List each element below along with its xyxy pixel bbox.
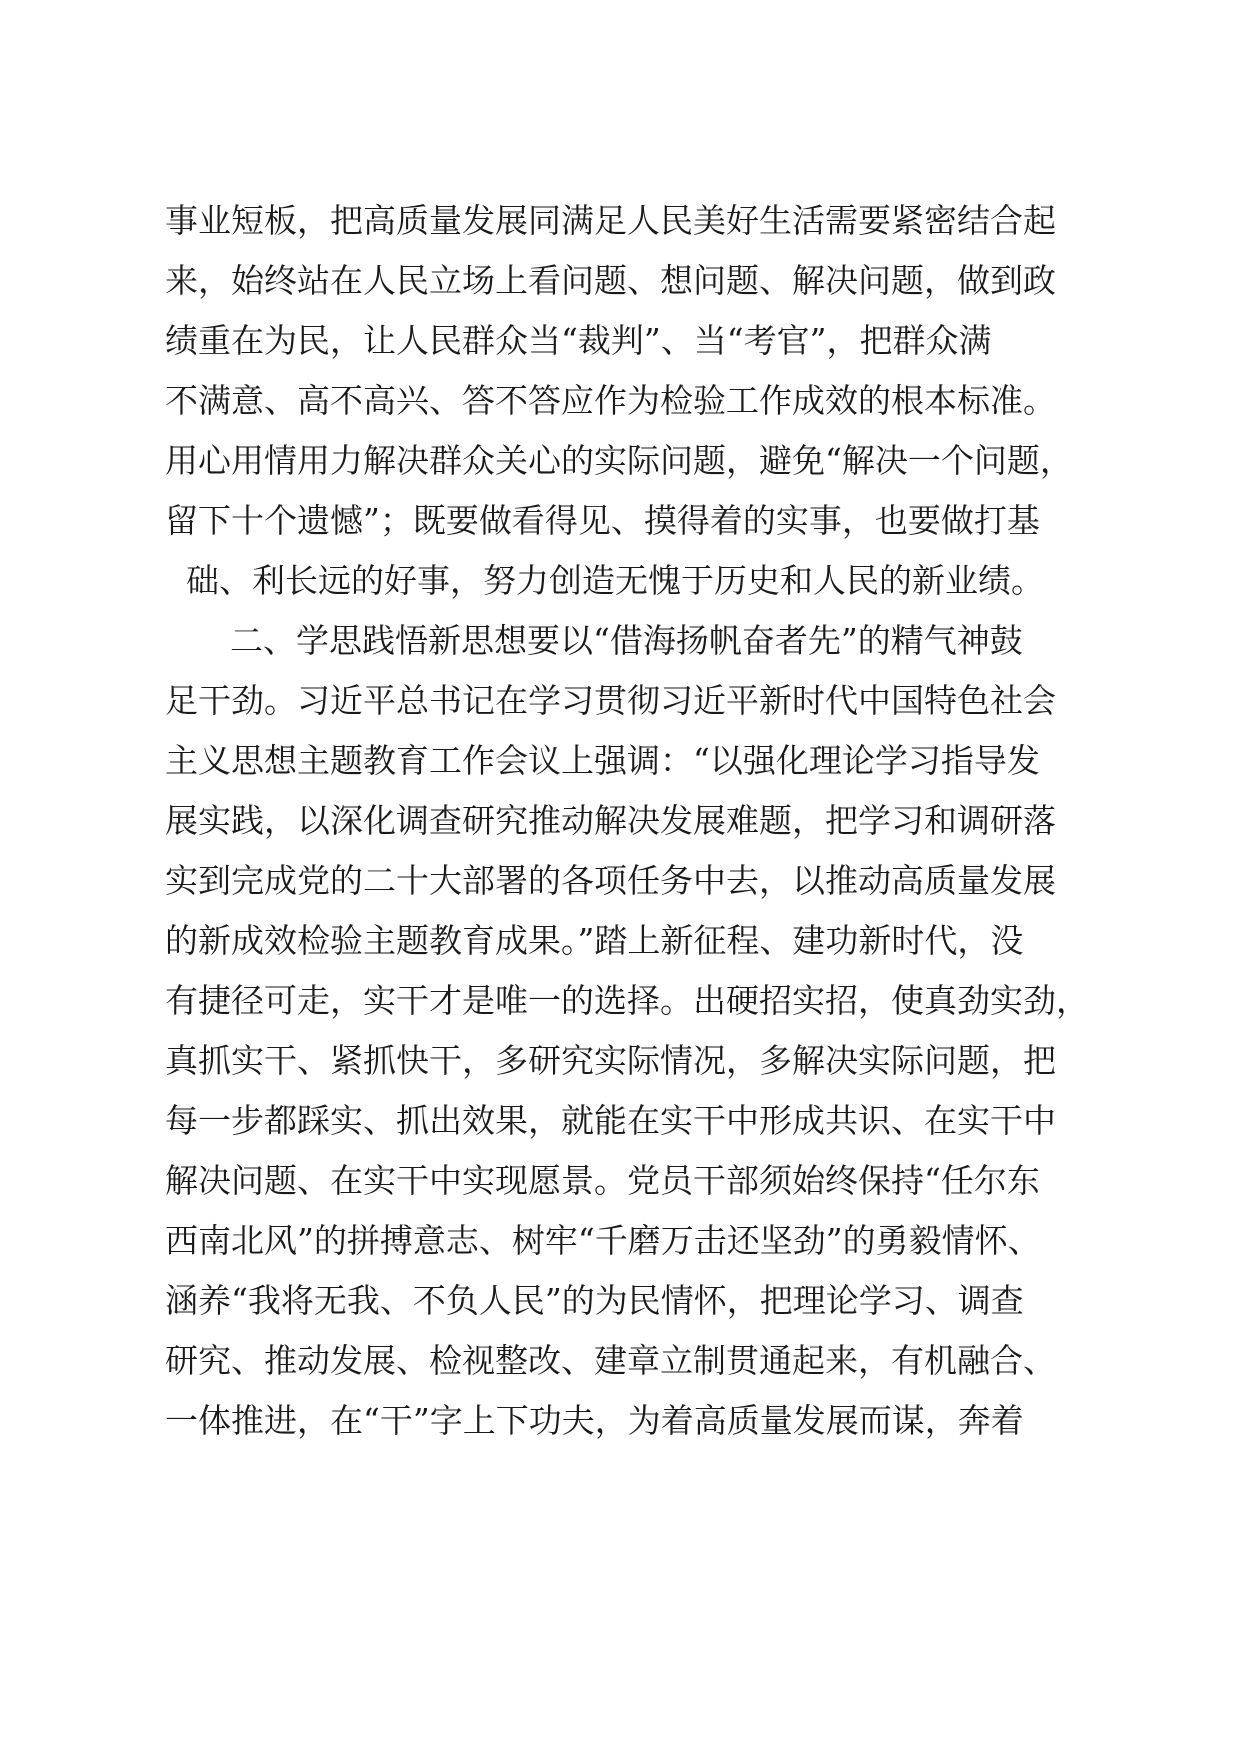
text-line-19: 涵养“我将无我、不负人民”的为民情怀，把理论学习、调查 [165,1281,1024,1320]
text-line-6: 留下十个遗憾”；既要做看得见、摸得着的实事，也要做打基 [165,501,1040,540]
text-line-10: 主义思想主题教育工作会议上强调：“以强化理论学习指导发 [165,741,1040,780]
text-line-2: 来，始终站在人民立场上看问题、想问题、解决问题，做到政 [165,261,1056,300]
text-line-5: 用心用情用力解决群众关心的实际问题，避免“解决一个问题， [165,441,1073,480]
text-line-21: 一体推进，在“干”字上下功夫，为着高质量发展而谋，奔着 [165,1401,1024,1440]
text-line-3: 绩重在为民，让人民群众当“裁判”、当“考官”，把群众满 [165,321,992,360]
text-line-11: 展实践，以深化调查研究推动解决发展难题，把学习和调研落 [165,801,1056,840]
text-line-20: 研究、推动发展、检视整改、建章立制贯通起来，有机融合、 [165,1341,1056,1380]
text-line-9: 足干劲。习近平总书记在学习贯彻习近平新时代中国特色社会 [165,681,1056,720]
text-line-1: 事业短板，把高质量发展同满足人民美好生活需要紧密结合起 [165,201,1056,240]
text-line-7: 础、利长远的好事，努力创造无愧于历史和人民的新业绩。 [186,561,1044,600]
text-line-15: 真抓实干、紧抓快干，多研究实际情况，多解决实际问题，把 [165,1041,1056,1080]
text-line-14: 有捷径可走，实干才是唯一的选择。出硬招实招，使真劲实劲， [165,981,1089,1020]
text-line-16: 每一步都踩实、抓出效果，就能在实干中形成共识、在实干中 [165,1101,1056,1140]
text-line-4: 不满意、高不高兴、答不答应作为检验工作成效的根本标准。 [165,381,1056,420]
paragraph-heading-line: 二、学思践悟新思想要以“借海扬帆奋者先”的精气神鼓 [230,621,1023,660]
text-line-18: 西南北风”的拼搏意志、树牢“千磨万击还坚劲”的勇毅情怀、 [165,1221,1041,1260]
text-line-12: 实到完成党的二十大部署的各项任务中去，以推动高质量发展 [165,861,1056,900]
text-line-13: 的新成效检验主题教育成果。”踏上新征程、建功新时代，没 [165,921,1024,960]
text-line-17: 解决问题、在实干中实现愿景。党员干部须始终保持“任尔东 [165,1161,1040,1200]
